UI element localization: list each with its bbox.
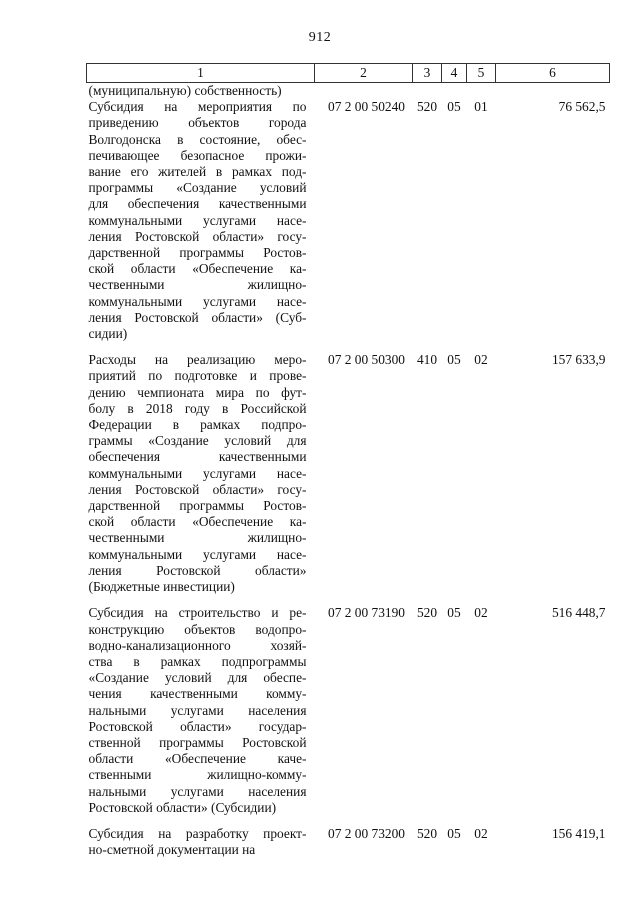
row-amount: 516 448,7 xyxy=(551,605,606,621)
row-spacer xyxy=(87,595,610,605)
description-line: (Бюджетные инвестиции) xyxy=(88,579,235,595)
description-line: чественными жилищно- xyxy=(88,277,307,293)
description-line: приятий по подготовке и прове- xyxy=(88,368,307,384)
column-header-4: 4 xyxy=(442,64,467,83)
column-header-5: 5 xyxy=(467,64,496,83)
description-line: области «Обеспечение каче- xyxy=(88,751,307,767)
continuation-row xyxy=(87,83,610,100)
row-description xyxy=(87,605,315,816)
description-line: коммунальными услугами насе- xyxy=(88,465,307,481)
description-line: приведению объектов города xyxy=(88,115,307,131)
description-line: Федерации в рамках подпро- xyxy=(88,417,307,433)
row-subsection: 02 xyxy=(474,825,488,841)
description-line: ственной программы Ростовской xyxy=(88,734,307,750)
description-line: чения качественными комму- xyxy=(88,686,307,702)
description-line: дению чемпионата мира по фут- xyxy=(88,384,307,400)
description-line: коммунальными услугами насе- xyxy=(88,212,307,228)
budget-table xyxy=(86,63,610,858)
row-description xyxy=(87,826,315,858)
description-line: «Создание условий для обеспе- xyxy=(88,670,307,686)
row-code: 07 2 00 50240 xyxy=(328,99,405,115)
row-section: 05 xyxy=(447,825,461,841)
description-line: сидии) xyxy=(88,326,128,342)
row-expense-type: 520 xyxy=(416,99,438,115)
description-line: Расходы на реализацию меро- xyxy=(88,352,307,368)
description-line: программы «Создание условий xyxy=(88,180,307,196)
row-code: 07 2 00 50300 xyxy=(328,352,405,368)
column-header-3: 3 xyxy=(413,64,442,83)
row-spacer xyxy=(87,816,610,826)
table-row xyxy=(87,352,610,595)
row-section: 05 xyxy=(447,99,461,115)
description-line: ской области «Обеспечение ка- xyxy=(88,514,307,530)
description-line: ства в рамках подпрограммы xyxy=(88,653,307,669)
row-description xyxy=(87,352,315,595)
description-line: ления Ростовской области» госу- xyxy=(88,228,307,244)
row-section: 05 xyxy=(447,352,461,368)
table-row xyxy=(87,99,610,342)
page-number: 912 xyxy=(308,30,332,45)
row-code: 07 2 00 73200 xyxy=(328,825,405,841)
description-line: коммунальными услугами насе- xyxy=(88,293,307,309)
description-line: Ростовской области» государ- xyxy=(88,718,307,734)
description-line: дарственной программы Ростов- xyxy=(88,498,307,514)
description-line: обеспечения качественными xyxy=(88,449,307,465)
row-spacer xyxy=(87,342,610,352)
row-expense-type: 520 xyxy=(416,605,438,621)
description-line: Субсидия на строительство и ре- xyxy=(88,605,307,621)
description-line: Ростовской области» (Субсидии) xyxy=(88,799,277,815)
continuation-text: (муниципальную) собственность) xyxy=(88,83,282,98)
description-line: дарственной программы Ростов- xyxy=(88,245,307,261)
column-header-1: 1 xyxy=(87,64,315,83)
row-code: 07 2 00 73190 xyxy=(328,605,405,621)
row-description xyxy=(87,99,315,342)
table-row xyxy=(87,605,610,816)
description-line: болу в 2018 году в Российской xyxy=(88,400,307,416)
row-subsection: 01 xyxy=(474,99,488,115)
column-header-2: 2 xyxy=(315,64,413,83)
row-amount: 157 633,9 xyxy=(551,352,606,368)
description-line: вание его жителей в рамках под- xyxy=(88,164,307,180)
table-row xyxy=(87,826,610,858)
description-line: коммунальными услугами насе- xyxy=(88,546,307,562)
description-line: ления Ростовской области» xyxy=(88,562,307,578)
description-line: конструкцию объектов водопро- xyxy=(88,621,307,637)
row-amount: 76 562,5 xyxy=(558,99,606,115)
description-line: печивающее безопасное прожи- xyxy=(88,147,307,163)
row-amount: 156 419,1 xyxy=(551,825,606,841)
row-expense-type: 410 xyxy=(416,352,438,368)
description-line: водно-канализационного хозяй- xyxy=(88,637,307,653)
description-line: чественными жилищно- xyxy=(88,530,307,546)
row-subsection: 02 xyxy=(474,605,488,621)
description-line: ления Ростовской области» (Суб- xyxy=(88,309,307,325)
description-line: Субсидия на разработку проект- xyxy=(88,825,307,841)
description-line: ственными жилищно-комму- xyxy=(88,767,307,783)
description-line: граммы «Создание условий для xyxy=(88,433,307,449)
description-line: ления Ростовской области» госу- xyxy=(88,481,307,497)
description-line: нальными услугами населения xyxy=(88,783,307,799)
description-line: Волгодонска в состояние, обес- xyxy=(88,131,307,147)
description-line: ской области «Обеспечение ка- xyxy=(88,261,307,277)
column-header-6: 6 xyxy=(496,64,610,83)
table-header-row xyxy=(87,64,610,83)
description-line: для обеспечения качественными xyxy=(88,196,307,212)
row-expense-type: 520 xyxy=(416,825,438,841)
description-line: нальными услугами населения xyxy=(88,702,307,718)
description-line: но-сметной документации на xyxy=(88,842,256,858)
row-section: 05 xyxy=(447,605,461,621)
row-subsection: 02 xyxy=(474,352,488,368)
description-line: Субсидия на мероприятия по xyxy=(88,99,307,115)
